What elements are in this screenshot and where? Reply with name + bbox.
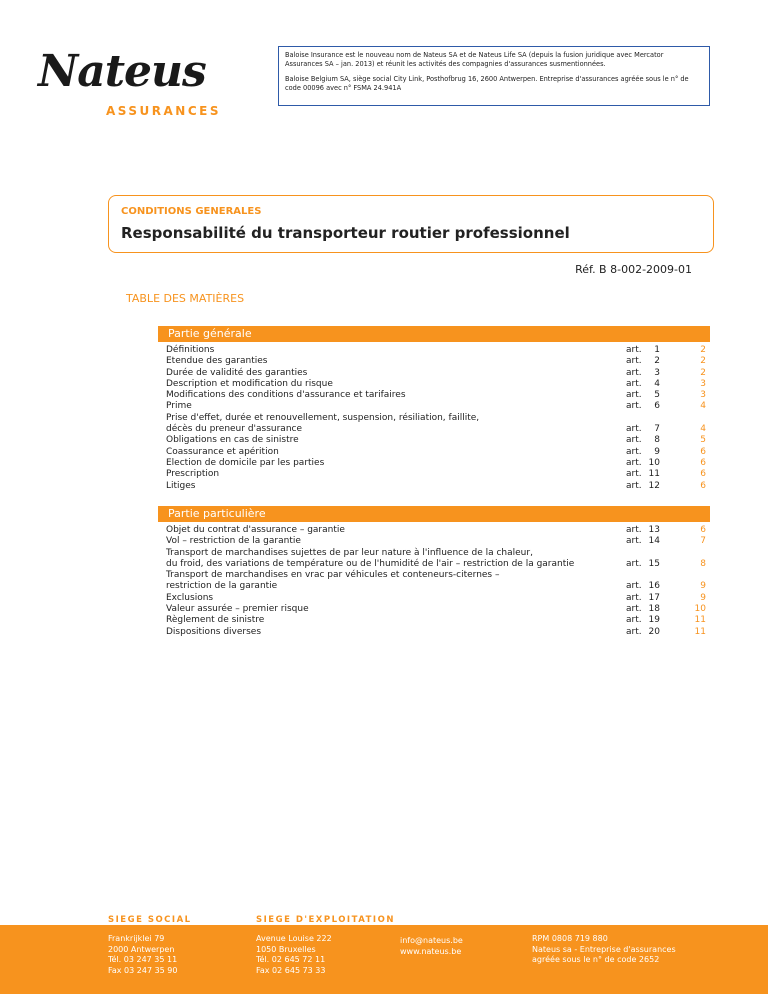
notice-line-2: Baloise Belgium SA, siège social City Link, Posthofbrug 16, 2600 Antwerpen. Entreprise d'assurances agréée sous le n° de code 00096 avec n° FSMA 24.941A — [285, 75, 689, 92]
toc-art-label: art. — [626, 401, 642, 412]
toc-art-label: art. — [626, 378, 642, 389]
toc-art-number: 3 — [654, 367, 660, 378]
toc-entry-text: Durée de validité des garanties — [166, 367, 308, 378]
toc-art-label: art. — [626, 592, 642, 603]
toc-row[interactable] — [158, 593, 710, 604]
toc-row[interactable] — [158, 356, 710, 367]
toc-row[interactable] — [158, 345, 710, 356]
logo-wordmark: Nateus — [38, 46, 206, 97]
footer-line: Tél. 02 645 72 11 — [256, 955, 326, 964]
toc-entry-text: Obligations en cas de sinistre — [166, 435, 299, 446]
company-logo — [38, 46, 228, 126]
toc-entry-text: Prescription — [166, 469, 220, 480]
toc-entry-text: du froid, des variations de température ou de l'humidité de l'air – restriction de la garantie — [166, 558, 575, 569]
toc-art-number: 19 — [648, 615, 660, 626]
toc-entry-text: Définitions — [166, 345, 215, 355]
footer-email-link[interactable]: info@nateus.be — [400, 936, 463, 945]
toc-list — [158, 522, 710, 638]
toc-art-label: art. — [626, 581, 642, 592]
toc-art-number: 17 — [648, 592, 660, 603]
toc-entry-text: Règlement de sinistre — [166, 615, 265, 626]
toc-row[interactable] — [158, 627, 710, 638]
toc-row[interactable] — [158, 401, 710, 412]
toc-page-number: 8 — [700, 558, 706, 569]
toc-art-number: 1 — [654, 345, 660, 355]
toc-entry-text: Dispositions diverses — [166, 626, 262, 637]
toc-art-number: 4 — [654, 378, 660, 389]
toc-art-number: 13 — [648, 525, 660, 535]
footer-line: agréée sous le n° de code 2652 — [532, 955, 660, 964]
toc-page-number: 10 — [694, 604, 706, 615]
section-title: Partie générale — [158, 326, 710, 342]
toc-page-number: 9 — [700, 592, 706, 603]
toc-page-number: 6 — [700, 480, 706, 491]
toc-entry-text: Modifications des conditions d'assurance et tarifaires — [166, 390, 406, 401]
toc-page-number: 6 — [700, 446, 706, 457]
toc-art-label: art. — [626, 469, 642, 480]
footer-website-link[interactable]: www.nateus.be — [400, 946, 462, 956]
toc-row[interactable] — [158, 525, 710, 536]
footer-line: Nateus sa - Entreprise d'assurances — [532, 944, 676, 954]
document-reference: Réf. B 8-002-2009-01 — [575, 263, 692, 276]
toc-page-number: 6 — [700, 457, 706, 468]
toc-art-number: 14 — [648, 536, 660, 547]
section-partie-generale — [158, 326, 710, 492]
footer-line: Fax 02 645 73 33 — [256, 965, 326, 975]
footer-label-exploitation: SIEGE D'EXPLOITATION — [256, 915, 395, 925]
footer-line: RPM 0808 719 880 — [532, 934, 608, 943]
notice-box — [278, 46, 710, 106]
toc-entry-text: Prise d'effet, durée et renouvellement, suspension, résiliation, faillite, — [166, 412, 480, 423]
toc-art-number: 8 — [654, 435, 660, 446]
toc-art-number: 12 — [648, 480, 660, 491]
toc-row[interactable] — [158, 447, 710, 458]
toc-art-label: art. — [626, 367, 642, 378]
document-title: Responsabilité du transporteur routier professionnel — [121, 224, 570, 242]
toc-page-number: 9 — [700, 581, 706, 592]
toc-art-label: art. — [626, 356, 642, 367]
toc-art-label: art. — [626, 615, 642, 626]
title-box — [108, 195, 714, 253]
toc-art-label: art. — [626, 558, 642, 569]
toc-art-number: 6 — [654, 401, 660, 412]
toc-row[interactable] — [158, 604, 710, 615]
toc-art-label: art. — [626, 435, 642, 446]
toc-row[interactable] — [158, 424, 710, 435]
toc-row[interactable] — [158, 435, 710, 446]
toc-entry-text: Valeur assurée – premier risque — [166, 604, 309, 615]
section-partie-particuliere — [158, 506, 710, 638]
toc-entry-text: Coassurance et apérition — [166, 446, 279, 457]
toc-art-label: art. — [626, 424, 642, 435]
toc-row[interactable] — [158, 548, 710, 559]
toc-art-label: art. — [626, 536, 642, 547]
toc-row[interactable] — [158, 570, 710, 581]
toc-row[interactable] — [158, 581, 710, 592]
toc-entry-text: Transport de marchandises en vrac par véhicules et conteneurs-citernes – — [166, 570, 500, 581]
toc-page-number: 7 — [700, 536, 706, 547]
toc-list — [158, 342, 710, 492]
toc-page-number: 11 — [694, 626, 706, 637]
toc-art-number: 9 — [654, 446, 660, 457]
toc-art-number: 15 — [648, 558, 660, 569]
toc-page-number: 2 — [700, 356, 706, 367]
toc-art-label: art. — [626, 390, 642, 401]
toc-entry-text: Etendue des garanties — [166, 356, 268, 367]
footer-line: Tél. 03 247 35 11 — [108, 955, 178, 964]
toc-art-label: art. — [626, 525, 642, 535]
section-title: Partie particulière — [158, 506, 710, 522]
toc-art-number: 7 — [654, 424, 660, 435]
toc-page-number: 3 — [700, 390, 706, 401]
toc-entry-text: Transport de marchandises sujettes de par leur nature à l'influence de la chaleur, — [166, 547, 533, 558]
toc-art-label: art. — [626, 626, 642, 637]
logo-subtitle: ASSURANCES — [106, 104, 221, 118]
toc-row[interactable] — [158, 615, 710, 626]
toc-entry-text: Prime — [166, 401, 192, 412]
toc-page-number: 4 — [700, 401, 706, 412]
toc-art-number: 11 — [648, 469, 660, 480]
toc-row[interactable] — [158, 390, 710, 401]
footer-line: 1050 Bruxelles — [256, 944, 316, 954]
toc-page-number: 6 — [700, 469, 706, 480]
footer-label-social: SIEGE SOCIAL — [108, 915, 192, 925]
toc-row[interactable] — [158, 481, 710, 492]
toc-entry-text: Election de domicile par les parties — [166, 457, 325, 468]
toc-art-label: art. — [626, 446, 642, 457]
toc-page-number: 4 — [700, 424, 706, 435]
toc-page-number: 5 — [700, 435, 706, 446]
toc-row[interactable] — [158, 536, 710, 547]
toc-page-number: 3 — [700, 378, 706, 389]
toc-entry-text: Exclusions — [166, 592, 214, 603]
toc-row[interactable] — [158, 458, 710, 469]
footer-line: Fax 03 247 35 90 — [108, 965, 178, 975]
toc-art-number: 10 — [648, 457, 660, 468]
toc-row[interactable] — [158, 379, 710, 390]
toc-art-label: art. — [626, 480, 642, 491]
toc-art-label: art. — [626, 604, 642, 615]
toc-art-number: 20 — [648, 626, 660, 637]
toc-art-label: art. — [626, 345, 642, 355]
toc-page-number: 2 — [700, 345, 706, 355]
toc-row[interactable] — [158, 413, 710, 424]
toc-entry-text: décès du preneur d'assurance — [166, 424, 303, 435]
footer-line: 2000 Antwerpen — [108, 944, 175, 954]
toc-heading: TABLE DES MATIÈRES — [126, 292, 245, 305]
footer-social-address — [108, 934, 177, 976]
toc-entry-text: Objet du contrat d'assurance – garantie — [166, 525, 345, 535]
toc-art-number: 16 — [648, 581, 660, 592]
toc-row[interactable] — [158, 559, 710, 570]
toc-art-number: 2 — [654, 356, 660, 367]
footer-contact — [400, 936, 463, 957]
toc-art-label: art. — [626, 457, 642, 468]
notice-line-1: Baloise Insurance est le nouveau nom de Nateus SA et de Nateus Life SA (depuis la fusion juridique avec Mercator Assurances SA – jan. 2013) et réunit les activités des compagnies d'assurances susmentionnées. — [285, 51, 664, 68]
toc-entry-text: Vol – restriction de la garantie — [166, 536, 301, 547]
footer-line: Frankrijklei 79 — [108, 934, 165, 943]
toc-art-number: 5 — [654, 390, 660, 401]
toc-page-number: 6 — [700, 525, 706, 535]
toc-page-number: 2 — [700, 367, 706, 378]
toc-row[interactable] — [158, 469, 710, 480]
toc-entry-text: Litiges — [166, 480, 196, 491]
footer-legal — [532, 934, 676, 966]
toc-row[interactable] — [158, 368, 710, 379]
toc-page-number: 11 — [694, 615, 706, 626]
footer-line: Avenue Louise 222 — [256, 934, 332, 943]
toc-entry-text: Description et modification du risque — [166, 378, 333, 389]
toc-art-number: 18 — [648, 604, 660, 615]
document-kicker: CONDITIONS GENERALES — [121, 206, 262, 217]
toc-entry-text: restriction de la garantie — [166, 581, 278, 592]
footer-exploit-address — [256, 934, 332, 976]
